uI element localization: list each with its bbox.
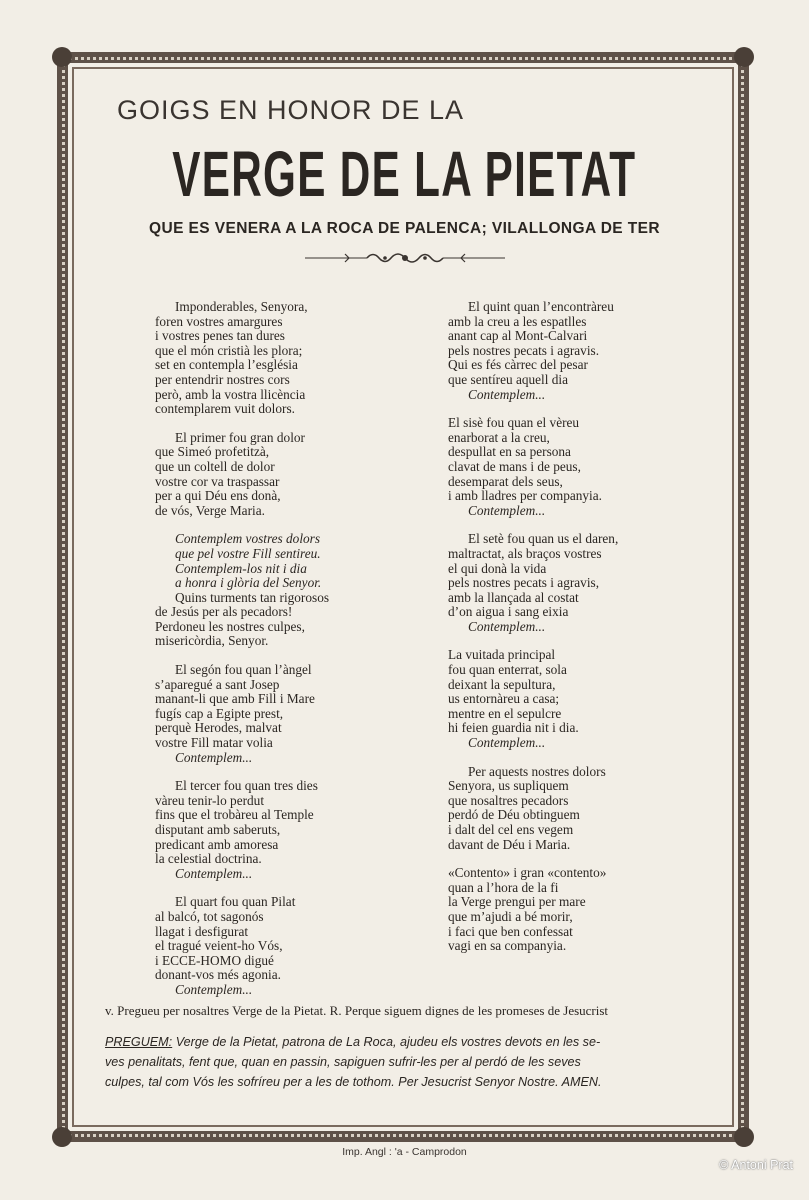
stanza-gap <box>448 634 618 648</box>
verse-line: disputant amb saberuts, <box>155 822 281 837</box>
verse-line: Qui es fés càrrec del pesar <box>448 357 588 373</box>
verse-line: Contemplem-los nit i dia <box>175 560 307 576</box>
verse-line: de Jesús per als pecadors! <box>155 604 293 620</box>
verse-line: d’on aigua i sang eixia <box>448 604 569 620</box>
verse-line: fugís cap a Egipte prest, <box>155 705 284 721</box>
verse-line: Contemplem... <box>468 386 546 402</box>
verse-line: El sisè fou quan el vèreu <box>448 415 580 431</box>
stanza-gap <box>155 765 329 779</box>
verse-line: mentre en el sepulcre <box>448 705 562 721</box>
prayer-line-1: Verge de la Pietat, patrona de La Roca, ajudeu els vostres devots en les se- <box>175 1035 601 1049</box>
verse-line: amb la llançada al costat <box>448 589 579 605</box>
verse-line: i faci que ben confessat <box>448 923 573 939</box>
verse-line: a honra i glòria del Senyor. <box>175 575 322 591</box>
stanza-gap <box>448 518 618 532</box>
verse-line: Quins turments tan rigorosos <box>175 589 330 605</box>
verse-line: «Contento» i gran «contento» <box>448 865 607 881</box>
stanza-gap <box>448 852 618 866</box>
verse-line: Contemplem... <box>175 981 253 997</box>
verse-line: vostre cor va traspassar <box>155 473 280 489</box>
verse-line: perdó de Déu obtinguem <box>448 807 580 823</box>
page-title: VERGE DE LA PIETAT <box>172 138 637 210</box>
verse-line: i amb lladres per companyia. <box>448 488 602 504</box>
verse-line: El segón fou quan l’àngel <box>175 662 312 678</box>
verse-line: s’aparegué a sant Josep <box>155 676 280 692</box>
corner-ornament-icon <box>52 1127 72 1147</box>
stanza-gap <box>155 881 329 895</box>
verse-line: desemparat dels seus, <box>448 473 563 489</box>
verse-line: anant cap al Mont-Calvari <box>448 328 588 344</box>
verse-line: Contemplem... <box>175 749 253 765</box>
stanza-gap <box>155 417 329 431</box>
verse-line: pels nostres pecats i agravis, <box>448 575 600 591</box>
verse-line: fins que el trobàreu al Temple <box>155 807 314 823</box>
left-column-verses <box>155 300 329 998</box>
copyright-watermark: © Antoni Prat <box>719 1158 793 1172</box>
verse-line: que nosaltres pecadors <box>448 792 569 808</box>
verse-line: enarborat a la creu, <box>448 429 550 445</box>
verse-line: que un coltell de dolor <box>155 458 275 474</box>
verse-line: clavat de mans i de peus, <box>448 458 581 474</box>
verse-line: despullat en sa persona <box>448 444 571 460</box>
heading-small: GOIGS EN HONOR DE LA <box>117 95 465 125</box>
verse-line: que m’ajudi a bé morir, <box>448 908 573 924</box>
prayer-line-2: ves penalitats, fent que, quan en passin, sapiguen sufrir-les per al perdó de les seves <box>105 1055 581 1069</box>
stanza-gap <box>448 751 618 765</box>
stanza-gap <box>448 402 618 416</box>
verse-line: El primer fou gran dolor <box>175 429 305 445</box>
verse-line: la Verge prengui per mare <box>448 894 586 910</box>
verse-line: maltractat, als braços vostres <box>448 545 602 561</box>
prayer-label: PREGUEM: <box>105 1035 173 1049</box>
verse-line: davant de Déu i Maria. <box>448 836 571 852</box>
verse-line: que pel vostre Fill sentireu. <box>175 545 321 561</box>
prayer-block <box>105 1032 711 1092</box>
printer-imprint: Imp. Angl : 'a - Camprodon <box>342 1146 467 1158</box>
verse-line: que Simeó profetitzà, <box>155 444 270 460</box>
verse-line: Imponderables, Senyora, <box>175 299 308 314</box>
verse-line: i dalt del cel ens vegem <box>448 822 574 837</box>
verse-line: per entendrir nostres cors <box>155 371 290 387</box>
verse-line: Per aquests nostres dolors <box>468 763 606 779</box>
verse-line: que sentíreu aquell dia <box>448 371 568 387</box>
verse-line: contemplarem vuit dolors. <box>155 401 295 417</box>
right-column-verses <box>448 300 618 954</box>
verse-line: La vuitada principal <box>448 647 556 663</box>
versicle-response: v. Pregueu per nosaltres Verge de la Pietat. R. Perque siguem dignes de les promeses de Jesucrist <box>105 1003 609 1018</box>
verse-line: manant-li que amb Fill i Mare <box>155 691 315 707</box>
verse-line: perquè Herodes, malvat <box>155 720 282 736</box>
corner-ornament-icon <box>734 1127 754 1147</box>
verse-line: vostre Fill matar volia <box>155 735 273 751</box>
verse-line: però, amb la vostra llicència <box>155 386 306 402</box>
verse-line: Contemplem... <box>175 865 253 881</box>
verse-line: El quart fou quan Pilat <box>175 894 296 910</box>
verse-line: Contemplem... <box>468 618 546 634</box>
verse-line: quan a l’hora de la fi <box>448 879 559 895</box>
prayer-line-3: culpes, tal com Vós les sofríreu per a les de tothom. Per Jesucrist Senyor Nostre. AMEN. <box>105 1075 602 1089</box>
verse-line: amb la creu a les espatlles <box>448 313 587 329</box>
corner-ornament-icon <box>734 47 754 67</box>
verse-line: deixant la sepultura, <box>448 676 556 692</box>
verse-line: Contemplem... <box>468 735 546 751</box>
verse-line: misericòrdia, Senyor. <box>155 633 269 649</box>
verse-line: El quint quan l’encontràreu <box>468 299 614 314</box>
verse-line: vàreu tenir-lo perdut <box>155 792 265 808</box>
verse-line: que el món cristià les plora; <box>155 342 303 358</box>
verse-line: Contemplem vostres dolors <box>175 531 321 547</box>
verse-line: set en contempla l’església <box>155 357 298 373</box>
verse-line: i ECCE-HOMO digué <box>155 952 274 968</box>
verse-line: Senyora, us supliquem <box>448 778 569 794</box>
verse-line: pels nostres pecats i agravis. <box>448 342 600 358</box>
divider-ornament-icon <box>305 248 505 268</box>
verse-line: donant-vos més agonia. <box>155 967 281 983</box>
verse-line: Contemplem... <box>468 502 546 518</box>
verse-line: llagat i desfigurat <box>155 923 249 939</box>
verse-line: el qui donà la vida <box>448 560 547 576</box>
verse-line: al balcó, tot sagonós <box>155 908 264 924</box>
verse-line: predicant amb amoresa <box>155 836 279 852</box>
verse-line: Perdoneu les nostres culpes, <box>155 618 305 634</box>
verse-line: per a qui Déu ens donà, <box>155 488 281 504</box>
verse-line: vagi en sa companyia. <box>448 938 567 954</box>
verse-line: us entornàreu a casa; <box>448 691 560 707</box>
verse-line: el tragué veient-ho Vós, <box>155 938 283 954</box>
verse-line: El setè fou quan us el daren, <box>468 531 619 547</box>
verse-line: fou quan enterrat, sola <box>448 662 567 678</box>
corner-ornament-icon <box>52 47 72 67</box>
verse-line: la celestial doctrina. <box>155 851 262 867</box>
verse-line: de vós, Verge Maria. <box>155 502 265 518</box>
stanza-gap <box>155 518 329 532</box>
stanza-gap <box>155 649 329 663</box>
verse-line: i vostres penes tan dures <box>155 328 285 344</box>
verse-line: foren vostres amargures <box>155 313 283 329</box>
subtitle: QUE ES VENERA A LA ROCA DE PALENCA; VILALLONGA DE TER <box>149 220 660 237</box>
verse-line: El tercer fou quan tres dies <box>175 778 318 794</box>
verse-line: hi feien guardia nit i dia. <box>448 720 579 736</box>
